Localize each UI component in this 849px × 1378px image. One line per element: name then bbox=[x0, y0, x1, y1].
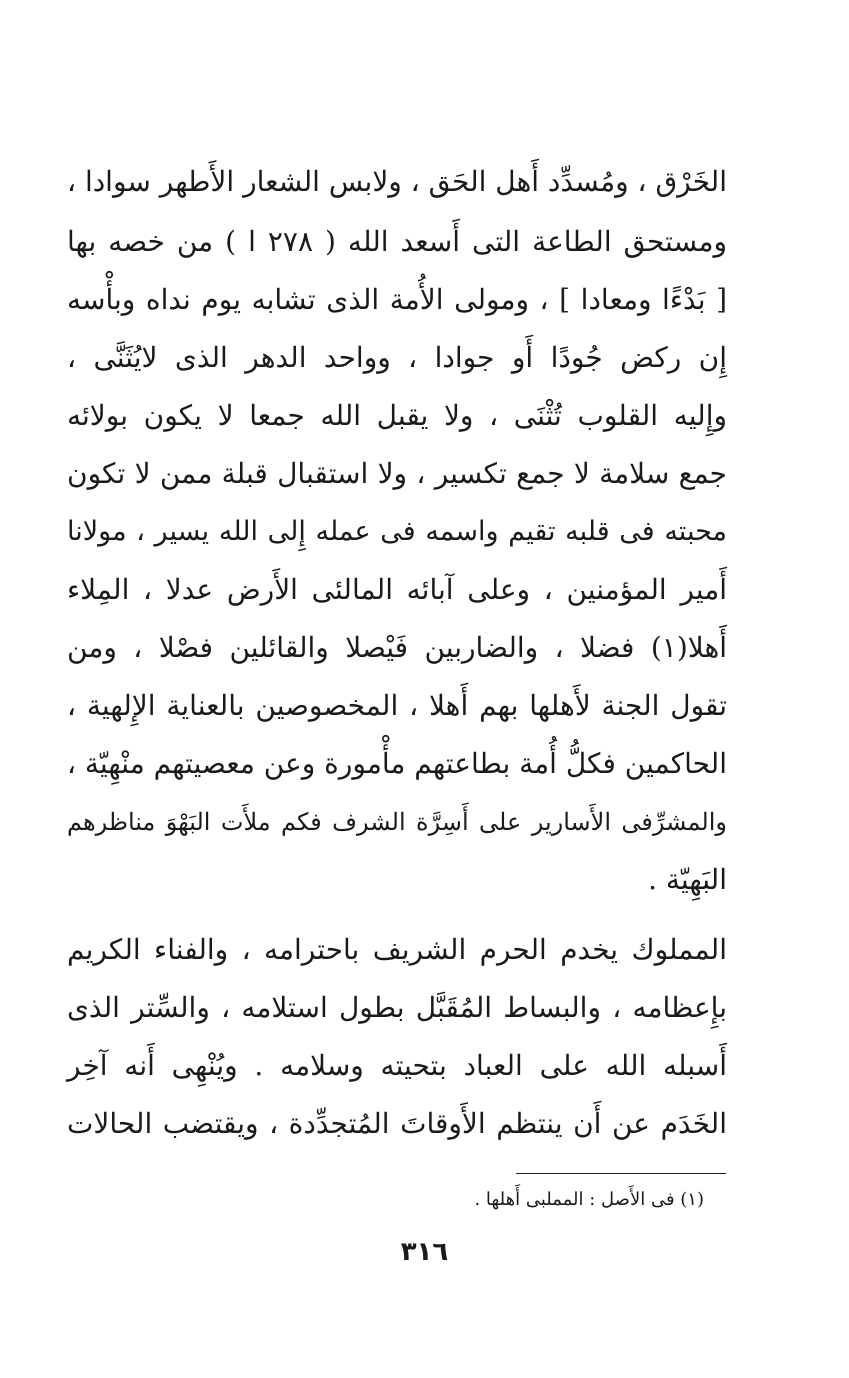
body-line: والمشرِّفى الأَسارير على أَسِرَّة الشرف فكم ملأَت البَهْوَ مناظرهم bbox=[67, 808, 727, 836]
footnote-divider bbox=[516, 1173, 726, 1174]
body-line: إِن ركض جُودًا أَو جوادا ، وواحد الدهر الذى لايُثَنَّى ، bbox=[67, 341, 727, 374]
page-number: ٣١٦ bbox=[400, 1237, 449, 1267]
body-line: بإِعظامه ، والبساط المُقَبَّل بطول استلامه ، والسِّتر الذى bbox=[67, 991, 727, 1024]
body-line: أَهلا(١) فضلا ، والضاربين فَيْصلا والقائلين فصْلا ، ومن bbox=[67, 631, 727, 664]
body-line: تقول الجنة لأَهلها بهم أَهلا ، المخصوصين بالعناية الإِلهية ، bbox=[67, 689, 727, 722]
body-line: ومستحق الطاعة التى أَسعد الله ( ٢٧٨ ا ) من خصه بها bbox=[67, 225, 727, 258]
body-line: أَمير المؤمنين ، وعلى آبائه المالئى الأَرض عدلا ، المِلاء bbox=[67, 573, 727, 606]
body-line: الخَدَم عن أَن ينتظم الأَوقاتَ المُتجدِّدة ، ويقتضب الحالات bbox=[67, 1107, 727, 1140]
body-line: المملوك يخدم الحرم الشريف باحترامه ، والفناء الكريم bbox=[67, 933, 727, 966]
body-line: [ بَدْءًا ومعادا ] ، ومولى الأُمة الذى تشابه يوم نداه وبأْسه bbox=[67, 283, 727, 316]
body-line: جمع سلامة لا جمع تكسير ، ولا استقبال قبلة ممن لا تكون bbox=[67, 457, 727, 490]
body-line: الخَرْق ، ومُسدِّد أَهل الحَق ، ولابس الشعار الأَطهر سوادا ، bbox=[67, 165, 727, 198]
body-line: البَهِيّة . bbox=[648, 863, 727, 896]
body-line: أَسبله الله على العباد بتحيته وسلامه . ويُنْهِى أَنه آخِر bbox=[67, 1049, 728, 1082]
footnote: (١) فى الأَصل : المملبى أَهلها . bbox=[474, 1189, 704, 1210]
body-line: محبته فى قلبه تقيم واسمه فى عمله إِلى الله يسير ، مولانا bbox=[67, 516, 727, 547]
body-line: وإِليه القلوب تُثْنَى ، ولا يقبل الله جمعا لا يكون بولائه bbox=[67, 399, 727, 432]
body-line: الحاكمين فكلُّ أُمة بطاعتهم مأْمورة وعن معصيتهم منْهِيّة ، bbox=[66, 747, 727, 780]
